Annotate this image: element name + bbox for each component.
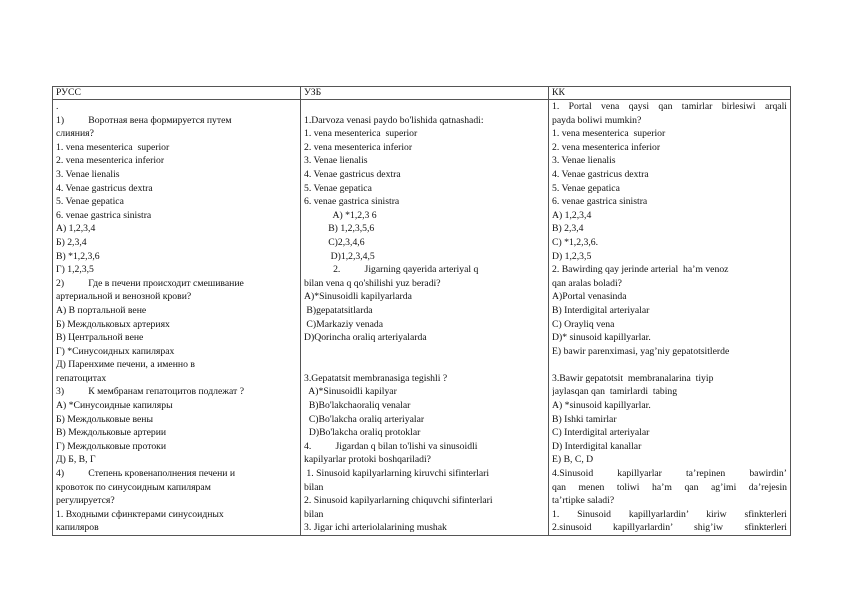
rus-text-line: капиляров — [56, 522, 99, 534]
kk-text-line: E) bawir parenximasi, yag’niy gepatotsitlerde — [552, 345, 730, 357]
kk-text-line: C) *1,2,3,6. — [552, 236, 599, 248]
rus-text-line: 3) К мембранам гепатоцитов подлежат ? — [56, 386, 244, 398]
uzb-text-line: D)1,2,3,4,5 — [304, 250, 375, 262]
kk-text-line: 3.Bawir gepatotsit membranalarina tiyip — [552, 372, 714, 384]
rus-text-line: артериальной и венозной крови? — [56, 291, 192, 303]
uzb-text-line: 1. vena mesenterica superior — [304, 128, 418, 140]
kk-text-line: 2. vena mesenterica inferior — [552, 141, 661, 153]
rus-text-line: Д) Б, В, Г — [56, 454, 96, 466]
kk-text-line: E) B, C, D — [552, 454, 594, 466]
uzb-text-line: 5. Venae gepatica — [304, 182, 372, 194]
kk-text-line: ta’rtipke saladi? — [552, 495, 615, 507]
uzb-text-line — [304, 100, 545, 114]
kk-text-line: 1. Sinusoid kapillyarlardin’ kiriw sfinkterleri — [552, 508, 787, 520]
kk-text-line: D)* sinusoid kapillyarlar. — [552, 332, 651, 344]
rus-text-line: . — [56, 101, 59, 112]
uzb-text-line: 2. vena mesenterica inferior — [304, 141, 413, 153]
rus-text-line: В) Междольковые артерии — [56, 427, 167, 439]
table-body-row — [53, 100, 791, 536]
kk-text-line: 3. Venae lienalis — [552, 155, 616, 167]
uzb-text-line: B)Bo'lakchaoraliq venalar — [304, 400, 411, 412]
uzb-text-line: A)*Sinusoidli kapilyarlarda — [304, 291, 412, 303]
uzb-text-line: bilan — [304, 481, 324, 493]
table-header-row — [53, 87, 791, 100]
rus-text-line: Б) Междольковые вены — [56, 413, 153, 425]
rus-text-line: Г) 1,2,3,5 — [56, 264, 94, 276]
uzb-text-line: 2. Sinusoid kapilyarlarning chiquvchi sifinterlari — [304, 495, 493, 507]
rus-text-line: В) Центральной вене — [56, 332, 144, 344]
rus-text-line: Г) *Синусоидных капилярах — [56, 345, 175, 357]
kk-text-line: qan aralas boladi? — [552, 277, 622, 289]
uzb-text-line: 3. Venae lienalis — [304, 155, 368, 167]
uzb-text-line: B) 1,2,3,5,6 — [304, 223, 375, 235]
kk-text-line — [552, 358, 787, 372]
column-uzb — [301, 100, 549, 536]
rus-text-line: 1. Входными сфинктерами синусоидных — [56, 508, 224, 520]
uzb-text-line: C)Markaziy venada — [304, 318, 384, 330]
kk-text-line: D) 1,2,3,5 — [552, 250, 592, 262]
uzb-text-line: kapilyarlar protoki boshqariladi? — [304, 454, 431, 466]
kk-text-line: B) Interdigital arteriyalar — [552, 304, 650, 316]
kk-text-line: 2. Bawirding qay jerinde arterial ha’m venoz — [552, 264, 729, 276]
uzb-text-line: A) *1,2,3 6 — [304, 209, 377, 221]
translation-table — [52, 86, 791, 536]
rus-text-line: 2) Где в печени происходит смешивание — [56, 277, 244, 289]
uzb-text-line: 1.Darvoza venasi paydo bo'lishida qatnashadi: — [304, 114, 484, 126]
rus-text-line: 3. Venae lienalis — [56, 168, 120, 180]
kk-text-line: C) Interdigital arteriyalar — [552, 427, 650, 439]
rus-text-line: слияния? — [56, 128, 94, 140]
kk-text-line: jaylasqan qan tamirlardi tabing — [552, 386, 678, 398]
rus-text-line: 5. Venae gepatica — [56, 196, 124, 208]
uzb-text-line: 1. Sinusoid kapilyarlarning kiruvchi sifinterlari — [304, 468, 490, 480]
uzb-text-line: D)Qorincha oraliq arteriyalarda — [304, 332, 427, 344]
column-rus — [53, 100, 301, 536]
uzb-text-line: C)2,3,4,6 — [304, 236, 365, 248]
uzb-text-line — [304, 358, 545, 372]
column-kk — [549, 100, 791, 536]
rus-text-line: 6. venae gastrica sinistra — [56, 209, 152, 221]
rus-text-line: кровоток по синусоидным капилярам — [56, 481, 211, 493]
rus-text-line: 2. vena mesenterica inferior — [56, 155, 165, 167]
rus-text-line: регулируется? — [56, 495, 115, 507]
kk-text-line: A)Portal venasinda — [552, 291, 627, 303]
document-page — [52, 86, 790, 536]
kk-text-line: A) 1,2,3,4 — [552, 209, 592, 221]
rus-text-line: А) *Синусоидные капиляры — [56, 400, 173, 412]
kk-text-line: A) *sinusoid kapillyarlar. — [552, 400, 651, 412]
header-uzb: УЗБ — [301, 87, 549, 100]
uzb-text-line — [304, 345, 545, 359]
uzb-text-line: A)*Sinusoidli kapilyar — [304, 386, 397, 398]
uzb-text-line: 3. Jigar ichi arteriolalarining mushak — [304, 522, 447, 534]
uzb-text-line: bilan — [304, 508, 324, 520]
uzb-text-line: 4. Jigardan q bilan to'lishi va sinusoidli — [304, 440, 478, 452]
kk-text-line: B) Ishki tamirlar — [552, 413, 617, 425]
kk-text-line: qan menen toliwi ha’m qan ag’imi da’rejesin — [552, 481, 787, 493]
kk-text-line: D) Interdigital kanallar — [552, 440, 642, 452]
rus-text-line: Д) Паренхиме печени, а именно в — [56, 359, 195, 371]
rus-text-line: Б) Междольковых артериях — [56, 318, 170, 330]
kk-text-line: 4. Venae gastricus dextra — [552, 168, 649, 180]
rus-text-line: Б) 2,3,4 — [56, 236, 87, 248]
kk-text-line: 1. vena mesenterica superior — [552, 128, 666, 140]
kk-text-line: 6. venae gastrica sinistra — [552, 196, 648, 208]
rus-text-line: Г) Междольковые протоки — [56, 440, 167, 452]
rus-text-line: 4. Venae gastricus dextra — [56, 182, 153, 194]
rus-text-line: В) *1,2,3,6 — [56, 250, 100, 262]
uzb-text-line: C)Bo'lakcha oraliq arteriyalar — [304, 413, 425, 425]
kk-text-line: 1. Portal vena qaysi qan tamirlar birlesiwi arqali — [552, 101, 787, 112]
kk-text-line: 5. Venae gepatica — [552, 182, 620, 194]
kk-text-line: B) 2,3,4 — [552, 223, 584, 235]
uzb-text-line: 6. venae gastrica sinistra — [304, 196, 400, 208]
rus-text-line: 1) Воротная вена формируется путем — [56, 114, 232, 126]
uzb-text-line: 3.Gepatatsit membranasiga tegishli ? — [304, 372, 448, 384]
kk-text-line: 4.Sinusoid kapillyarlar ta’repinen bawirdin’ — [552, 468, 787, 480]
uzb-text-line: D)Bo'lakcha oraliq protoklar — [304, 427, 421, 439]
header-rus: РУСС — [53, 87, 301, 100]
kk-text-line: C) Orayliq vena — [552, 318, 615, 330]
rus-text-line: А) В портальной вене — [56, 304, 147, 316]
kk-text-line: 2.sinusoid kapillyarlardin’ shig’iw sfinkterleri — [552, 522, 787, 534]
rus-text-line: А) 1,2,3,4 — [56, 223, 96, 235]
uzb-text-line: 4. Venae gastricus dextra — [304, 168, 401, 180]
kk-text-line: payda boliwi mumkin? — [552, 114, 642, 126]
rus-text-line: 4) Степень кровенаполнения печени и — [56, 468, 236, 480]
uzb-text-line: 2. Jigarning qayerida arteriyal q — [304, 264, 479, 276]
uzb-text-line: bilan vena q qo'shilishi yuz beradi? — [304, 277, 441, 289]
rus-text-line: 1. vena mesenterica superior — [56, 141, 170, 153]
uzb-text-line: B)gepatatsitlarda — [304, 304, 373, 316]
header-kk: КК — [549, 87, 791, 100]
rus-text-line: гепатоцитах — [56, 372, 107, 384]
